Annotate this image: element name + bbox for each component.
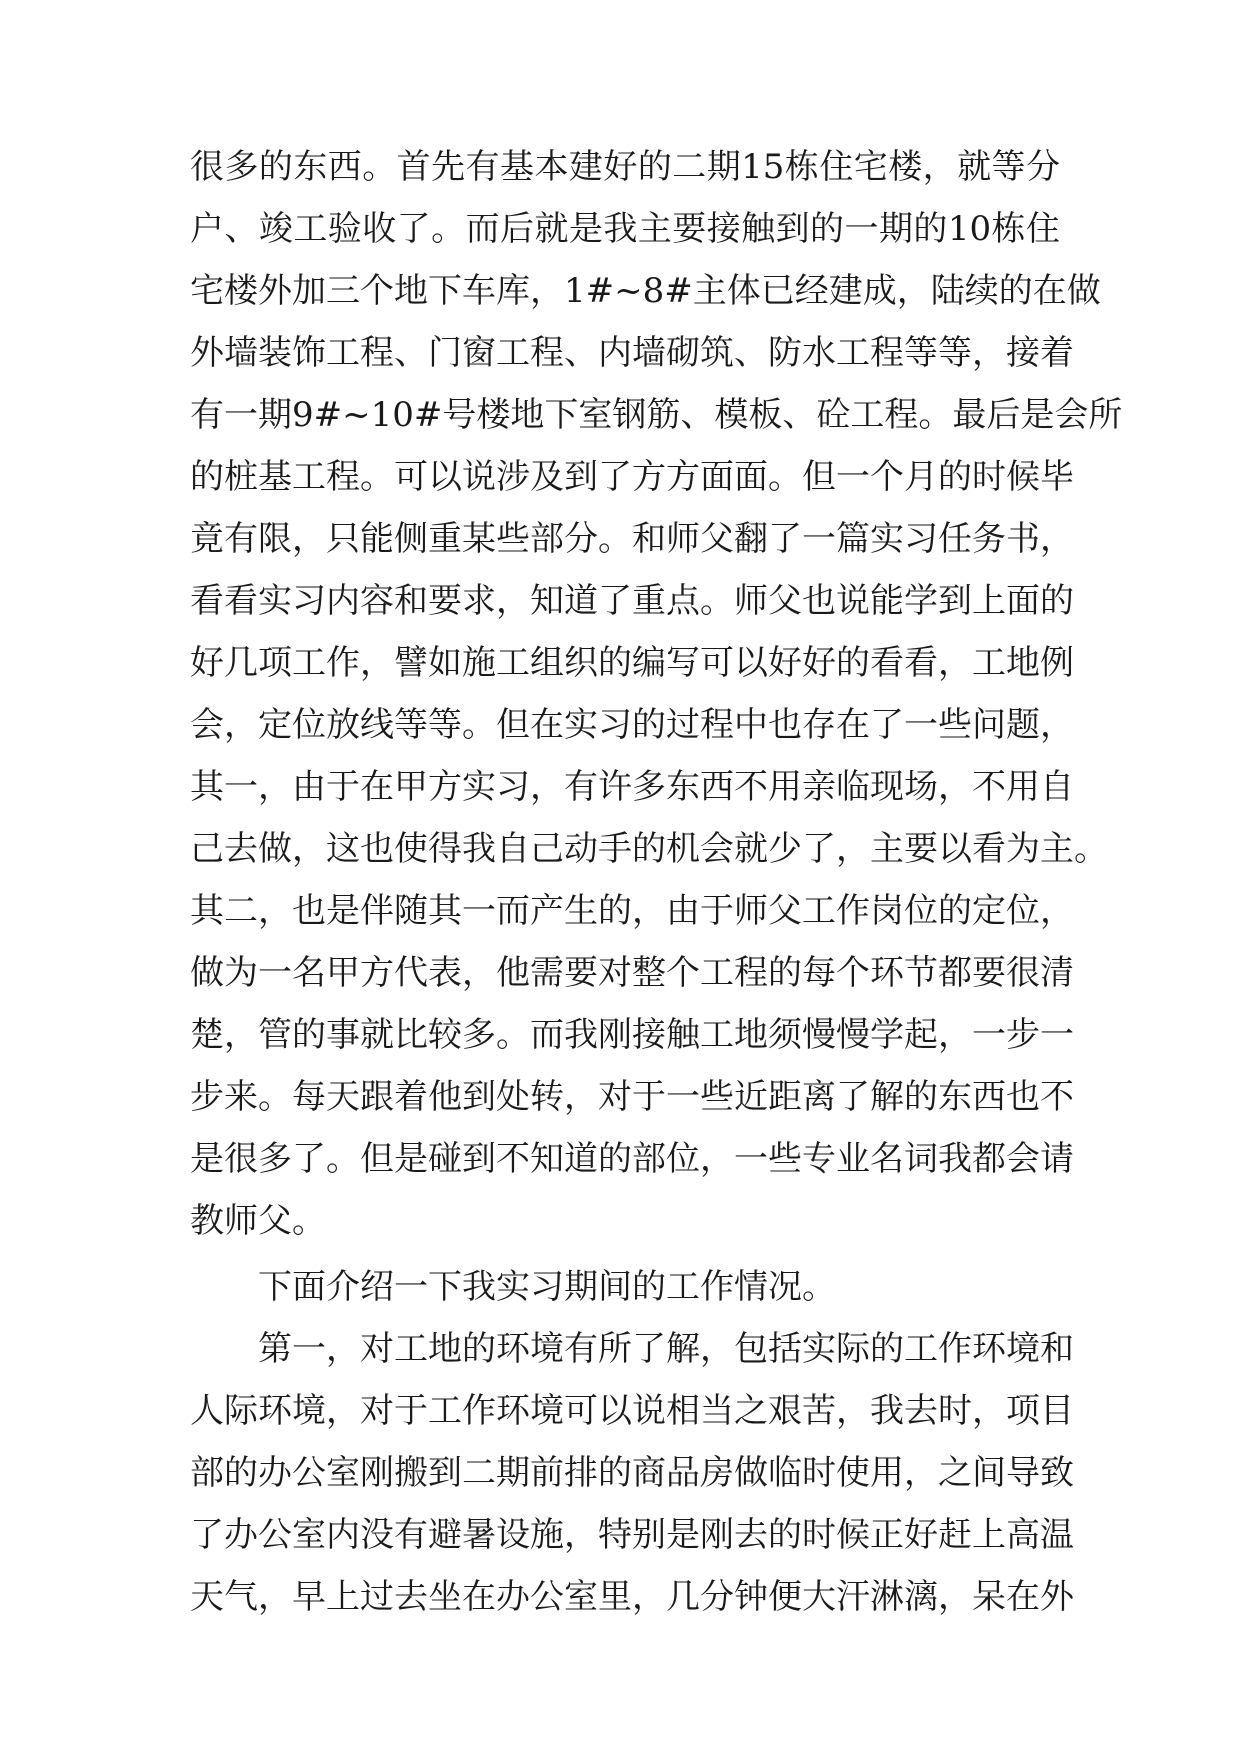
text-line: 部的办公室刚搬到二期前排的商品房做临时使用，之间导致 bbox=[190, 1453, 1074, 1493]
text-line: 有一期9#~10#号楼地下室钢筋、模板、砼工程。最后是会所 bbox=[190, 395, 1123, 435]
text-line: 做为一名甲方代表，他需要对整个工程的每个环节都要很清 bbox=[190, 953, 1074, 993]
text-line: 很多的东西。首先有基本建好的二期15栋住宅楼，就等分 bbox=[190, 147, 1060, 187]
text-line: 步来。每天跟着他到处转，对于一些近距离了解的东西也不 bbox=[190, 1077, 1074, 1117]
paragraph-first-line: 下面介绍一下我实习期间的工作情况。 bbox=[258, 1267, 836, 1307]
text-line: 是很多了。但是碰到不知道的部位，一些专业名词我都会请 bbox=[190, 1139, 1074, 1179]
text-line: 竟有限，只能侧重某些部分。和师父翻了一篇实习任务书， bbox=[190, 519, 1074, 559]
text-line: 教师父。 bbox=[190, 1201, 326, 1241]
paragraph-first-line: 第一，对工地的环境有所了解，包括实际的工作环境和 bbox=[258, 1329, 1074, 1369]
text-line: 的桩基工程。可以说涉及到了方方面面。但一个月的时候毕 bbox=[190, 457, 1074, 497]
text-line: 了办公室内没有避暑设施，特别是刚去的时候正好赶上高温 bbox=[190, 1515, 1074, 1555]
text-line: 人际环境，对于工作环境可以说相当之艰苦，我去时，项目 bbox=[190, 1391, 1074, 1431]
text-line: 外墙装饰工程、门窗工程、内墙砌筑、防水工程等等，接着 bbox=[190, 333, 1074, 373]
text-line: 其二，也是伴随其一而产生的，由于师父工作岗位的定位， bbox=[190, 891, 1074, 931]
text-line: 看看实习内容和要求，知道了重点。师父也说能学到上面的 bbox=[190, 581, 1074, 621]
text-line: 户、竣工验收了。而后就是我主要接触到的一期的10栋住 bbox=[190, 209, 1060, 249]
text-line: 己去做，这也使得我自己动手的机会就少了，主要以看为主。 bbox=[190, 829, 1108, 869]
text-line: 好几项工作，譬如施工组织的编写可以好好的看看，工地例 bbox=[190, 643, 1074, 683]
text-line: 会，定位放线等等。但在实习的过程中也存在了一些问题， bbox=[190, 705, 1074, 745]
text-line: 其一，由于在甲方实习，有许多东西不用亲临现场，不用自 bbox=[190, 767, 1074, 807]
text-line: 宅楼外加三个地下车库，1#~8#主体已经建成，陆续的在做 bbox=[190, 271, 1101, 311]
text-line: 天气，早上过去坐在办公室里，几分钟便大汗淋漓，呆在外 bbox=[190, 1577, 1074, 1617]
text-line: 楚，管的事就比较多。而我刚接触工地须慢慢学起，一步一 bbox=[190, 1015, 1074, 1055]
